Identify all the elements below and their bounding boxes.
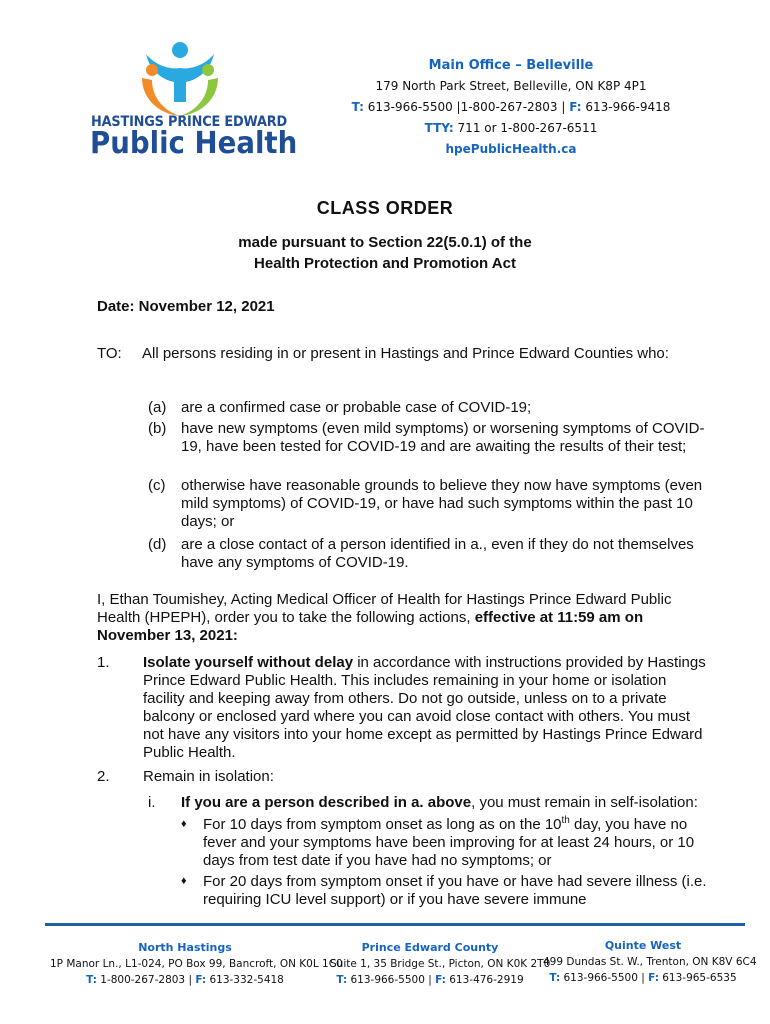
footer-quinte-west <box>543 938 757 986</box>
office-title: Main Office – Belleville <box>428 58 594 73</box>
phone-label: T: <box>549 972 561 984</box>
footer-office-contact <box>543 970 743 986</box>
logo-org-line1: HASTINGS PRINCE EDWARD <box>91 114 288 130</box>
item-c-letter: (c) <box>148 477 166 494</box>
phone-label: T: <box>336 974 348 986</box>
document-subtitle <box>0 232 770 274</box>
office-tty-line <box>340 118 682 139</box>
office-address: 179 North Park Street, Belleville, ON K8P 4P1 <box>375 79 647 93</box>
action-1-text <box>143 654 708 762</box>
bullet-1-pre: For 10 days from symptom onset as long as on the 10 <box>203 816 562 833</box>
item-d-text: are a close contact of a person identified in a., even if they do not themselves have any symptoms of COVID-19. <box>181 536 694 571</box>
action-1-body: in accordance with instructions provided by Hastings Prince Edward Public Health. This includes remaining in your home or isolation facility and keeping away from others. Do not go outside, unless on to a private balcony or enclosed yard where you can avoid close contact with others. You must not have any visitors into your home except as permitted by Hastings Prince Edward Public Health. <box>143 654 706 761</box>
sub-item-i-number: i. <box>148 794 156 811</box>
sub-item-i-text <box>181 794 711 812</box>
footer-north-hastings <box>50 940 343 988</box>
fax-label: F: <box>648 972 659 984</box>
subtitle-line1: made pursuant to Section 22(5.0.1) of the <box>238 234 532 251</box>
bullet-1-text <box>203 816 708 870</box>
fax-label: F: <box>435 974 446 986</box>
footer-office-contact <box>50 972 320 988</box>
bullet-2-pre: For 20 days from symptom onset if you have or have had severe illness (i.e. requiring ICU level support) or if you have severe immune <box>203 873 707 908</box>
office-fax: 613-966-9418 <box>581 100 671 114</box>
footer-office-contact <box>330 972 530 988</box>
office-phone: 613-966-5500 |1-800-267-2803 | <box>363 100 570 114</box>
footer-fax: 613-332-5418 <box>206 974 284 986</box>
main-office-info <box>340 55 682 160</box>
bullet-1-diamond-icon: ♦ <box>181 818 187 830</box>
people-figure-logo-icon <box>140 40 220 118</box>
to-recipients: All persons residing in or present in Hastings and Prince Edward Counties who: <box>142 345 669 362</box>
footer-phone: 613-966-5500 | <box>347 974 436 986</box>
intro-text: I, Ethan Toumishey, Acting Medical Officer of Health for Hastings Prince Edward Public Health (HPEPH), order you to take the following actions, <box>97 591 672 626</box>
sub-item-i-bold: If you are a person described in a. above <box>181 794 472 811</box>
order-date: Date: November 12, 2021 <box>97 298 275 315</box>
bullet-2-text <box>203 873 708 909</box>
footer-fax: 613-476-2919 <box>445 974 524 986</box>
footer-phone: 613-966-5500 | <box>560 972 649 984</box>
bullet-1-post: day, you have no fever and your symptoms have been improving for at least 24 hours, or 10 days from test date if you have had no symptoms; or <box>203 816 695 869</box>
action-1-bold: Isolate yourself without delay <box>143 654 354 671</box>
item-a-text: are a confirmed case or probable case of COVID-19; <box>181 399 532 416</box>
document-title: CLASS ORDER <box>316 198 454 218</box>
intro-effective-date: effective at 11:59 am on November 13, 2021: <box>97 609 644 644</box>
fax-label: F: <box>569 100 582 114</box>
item-d-letter: (d) <box>148 536 167 553</box>
fax-label: F: <box>195 974 207 986</box>
item-a-letter: (a) <box>148 399 167 416</box>
footer-prince-edward-county <box>330 940 551 988</box>
footer-office-title: Quinte West <box>604 939 682 952</box>
office-website-link[interactable]: hpePublicHealth.ca <box>445 142 577 156</box>
footer-divider <box>45 923 745 926</box>
footer-fax: 613-965-6535 <box>658 972 737 984</box>
footer-office-address: Suite 1, 35 Bridge St., Picton, ON K0K 2T0 <box>330 958 551 970</box>
logo-org-line2: Public Health <box>90 126 298 161</box>
office-phone-line <box>340 97 682 118</box>
order-intro-paragraph <box>97 591 707 645</box>
footer-office-title: North Hastings <box>138 941 232 954</box>
item-c-text: otherwise have reasonable grounds to believe they now have symptoms (even mild symptoms) of COVID-19, or have had such symptoms within the past 10 days; or <box>181 477 703 530</box>
bullet-2-diamond-icon: ♦ <box>181 875 187 887</box>
phone-label: T: <box>351 100 364 114</box>
tty-label: TTY: <box>424 121 454 135</box>
footer-office-title: Prince Edward County <box>361 941 499 954</box>
item-b-text: have new symptoms (even mild symptoms) or worsening symptoms of COVID-19, have been tested for COVID-19 and are awaiting the results of their test; <box>181 420 705 455</box>
footer-office-address: 499 Dundas St. W., Trenton, ON K8V 6C4 <box>543 956 757 968</box>
office-tty: 711 or 1-800-267-6511 <box>453 121 598 135</box>
item-b-letter: (b) <box>148 420 167 437</box>
action-2-text: Remain in isolation: <box>143 768 274 785</box>
sub-item-i-body: , you must remain in self-isolation: <box>471 794 698 811</box>
phone-label: T: <box>86 974 97 986</box>
organization-logo <box>88 40 298 161</box>
footer-office-address: 1P Manor Ln., L1-024, PO Box 99, Bancroft, ON K0L 1C0 <box>50 958 343 970</box>
to-label: TO: <box>97 345 122 362</box>
bullet-1-sup: th <box>561 815 570 826</box>
action-1-number: 1. <box>97 654 110 671</box>
subtitle-line2: Health Protection and Promotion Act <box>254 255 516 272</box>
footer-phone: 1-800-267-2803 | <box>96 974 196 986</box>
action-2-number: 2. <box>97 768 110 785</box>
